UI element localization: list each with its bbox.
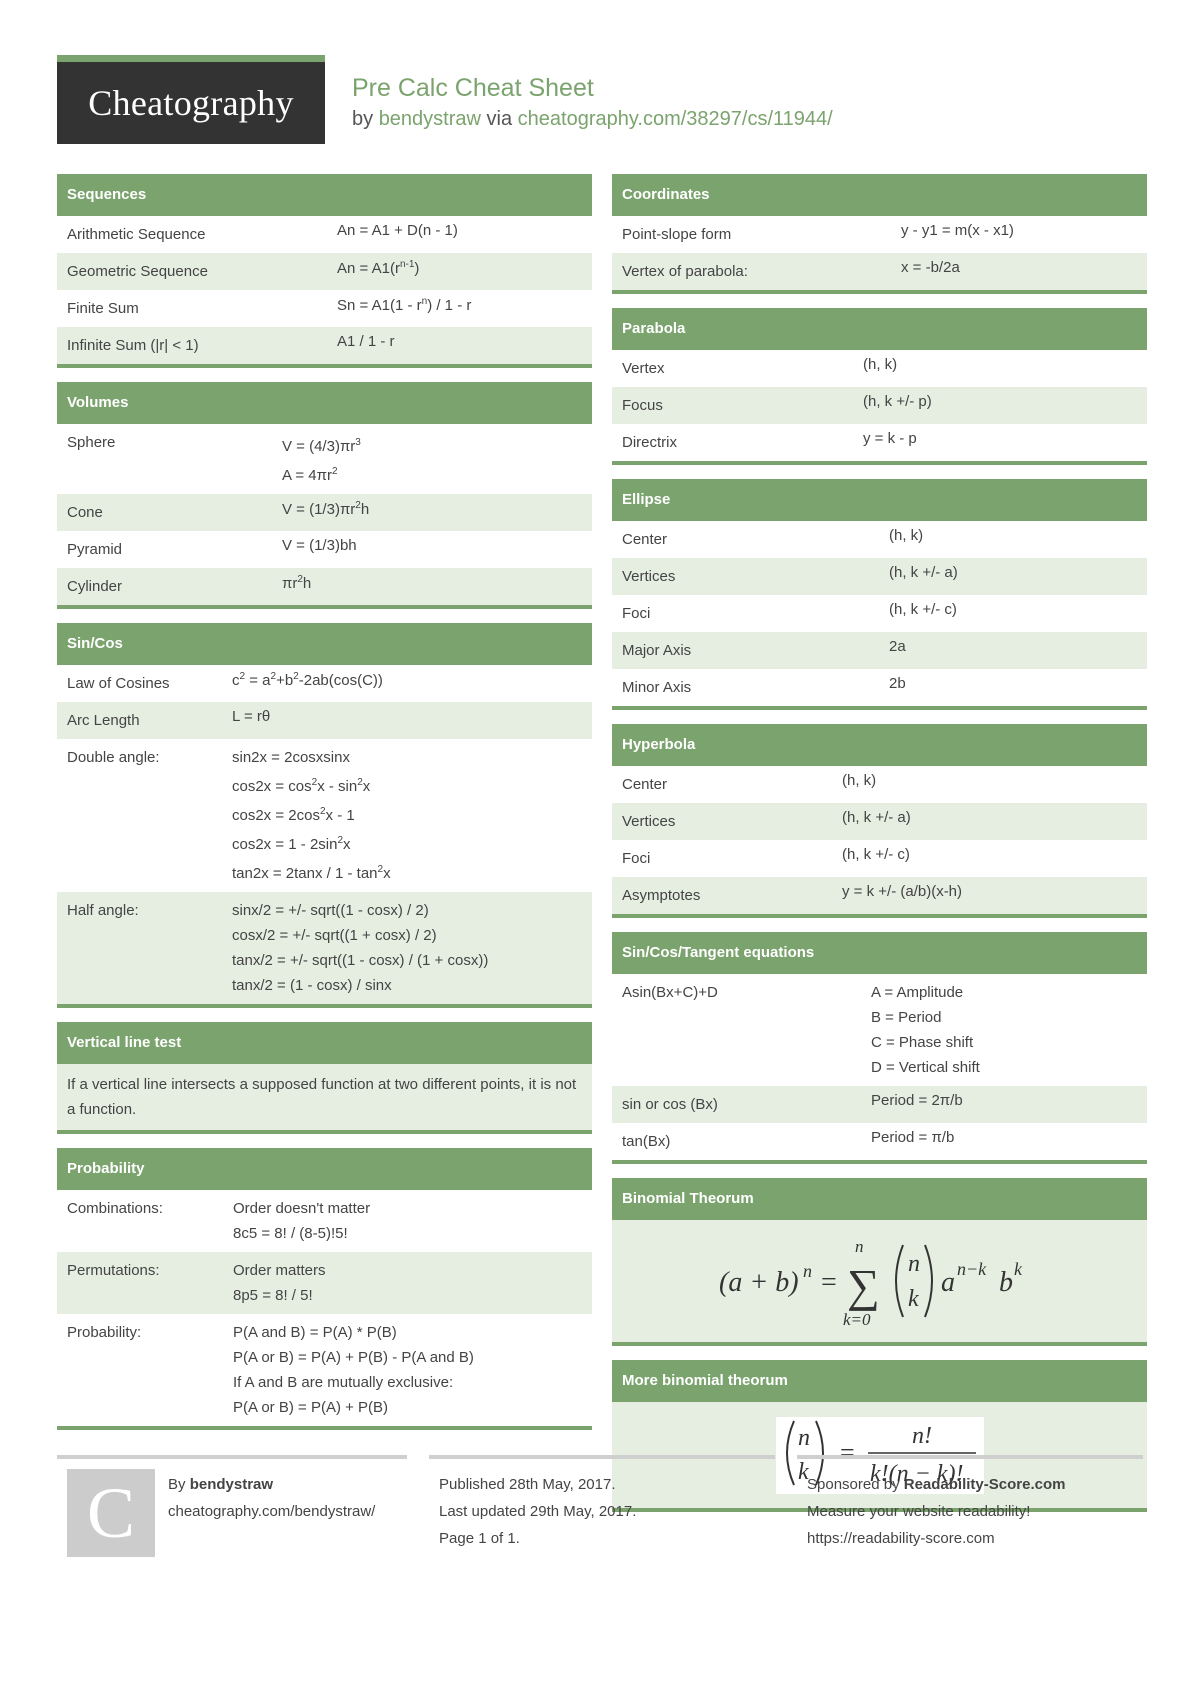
row-value: (h, k +/- p) <box>863 393 932 410</box>
row-value: V = (1/3)bh <box>282 537 357 554</box>
row-value: (h, k +/- c) <box>842 846 910 863</box>
section-title: More binomial theorum <box>612 1360 1147 1402</box>
section-title: Sequences <box>57 174 592 216</box>
row-key: Sphere <box>67 434 116 451</box>
table-row <box>57 665 592 702</box>
row-key: Geometric Sequence <box>67 263 208 280</box>
updated-date: Last updated 29th May, 2017. <box>439 1503 637 1520</box>
left-paren-icon <box>896 1245 903 1317</box>
left-column <box>57 174 592 1444</box>
section-title: Parabola <box>612 308 1147 350</box>
sponsored-by: Sponsored by <box>807 1476 900 1493</box>
binomial-formula-svg <box>715 1231 1045 1331</box>
formula-lhs: (a + b) <box>718 1267 799 1298</box>
row-key: Directrix <box>622 434 677 451</box>
footer-author <box>57 1455 407 1559</box>
section-title: Ellipse <box>612 479 1147 521</box>
formula-choose-top: n <box>907 1251 920 1277</box>
row-key: Vertex <box>622 360 665 377</box>
author-link[interactable]: bendystraw <box>378 108 481 130</box>
coef-bottom: k <box>797 1458 809 1485</box>
row-key: Half angle: <box>67 902 139 919</box>
footer-author-link[interactable]: cheatography.com/bendystraw/ <box>168 1503 376 1520</box>
right-column <box>612 174 1147 1526</box>
sheet-url-link[interactable]: cheatography.com/38297/cs/11944/ <box>517 108 833 130</box>
row-key: Asin(Bx+C)+D <box>622 984 718 1001</box>
row-value: Order matters 8p5 = 8! / 5! <box>233 1262 326 1304</box>
byline-by: by <box>352 108 374 130</box>
formula-b-exp: k <box>1013 1259 1022 1279</box>
row-value: An = A1 + D(n - 1) <box>337 222 458 239</box>
section-vertical-line-test <box>57 1022 592 1134</box>
avatar-letter: C <box>86 1472 136 1553</box>
row-value: 2b <box>889 675 906 692</box>
table-row <box>57 1190 592 1252</box>
section-sin-cos-tangent <box>612 932 1147 1164</box>
footer-author-name[interactable]: bendystraw <box>189 1476 274 1493</box>
row-value: y - y1 = m(x - x1) <box>901 222 1014 239</box>
row-key: Asymptotes <box>622 887 701 904</box>
row-value: sin2x = 2cosxsinx $\cos 2x = \cos^2x - \sin^2x$ $\cos 2x = 2\cos^2x - 1$ $\cos 2x = 1 - 2\sin^2x$ $\tan 2x = 2\tan x / 1 - \tan^2x$ <box>232 749 391 882</box>
binomial-formula <box>612 1220 1147 1342</box>
footer-author-text <box>168 1471 375 1525</box>
row-value: y = k +/- (a/b)(x-h) <box>842 883 963 900</box>
published-date: Published 28th May, 2017. <box>439 1476 616 1493</box>
formula-equals: = <box>820 1267 837 1298</box>
table-row <box>57 568 592 605</box>
row-key: Cylinder <box>67 578 123 595</box>
byline-via: via <box>486 108 513 130</box>
page-title: Pre Calc Cheat Sheet <box>352 74 594 102</box>
table-row <box>612 216 1147 253</box>
row-key: Major Axis <box>622 642 692 659</box>
formula-lhs-exp: n <box>802 1261 812 1281</box>
table-row <box>612 521 1147 558</box>
section-title: Hyperbola <box>612 724 1147 766</box>
section-hyperbola <box>612 724 1147 918</box>
row-key: Minor Axis <box>622 679 692 696</box>
table-row <box>612 387 1147 424</box>
row-value: $An = A1(r^{n-1})$ <box>337 259 420 277</box>
row-value: (h, k) <box>889 527 924 544</box>
row-key: Center <box>622 531 668 548</box>
row-value: Period = 2π/b <box>871 1092 963 1109</box>
table-row <box>612 558 1147 595</box>
byline <box>352 108 833 131</box>
row-value: L = rθ <box>232 708 271 725</box>
table-row <box>57 739 592 892</box>
page-footer <box>57 1455 1143 1570</box>
table-row <box>612 1123 1147 1160</box>
row-key: Center <box>622 776 668 793</box>
coef-top: n <box>797 1424 810 1451</box>
row-key: Arithmetic Sequence <box>67 226 206 243</box>
row-value: sinx/2 = +/- sqrt((1 - cosx) / 2) cosx/2 = +/- sqrt((1 + cosx) / 2) tanx/2 = +/- sqrt((1 - cosx) / (1 + cosx)) tanx/2 = (1 - cosx) / sinx <box>232 902 489 994</box>
section-parabola <box>612 308 1147 465</box>
row-value: (h, k +/- a) <box>842 809 911 826</box>
coef-equals: = <box>839 1437 855 1467</box>
row-key: Foci <box>622 605 651 622</box>
row-value: (h, k +/- a) <box>889 564 958 581</box>
table-row <box>612 766 1147 803</box>
row-key: Foci <box>622 850 651 867</box>
row-key: Permutations: <box>67 1262 160 1279</box>
table-row <box>57 531 592 568</box>
logo-text: Cheatography <box>88 83 294 123</box>
row-key: Vertices <box>622 813 676 830</box>
row-key: tan(Bx) <box>622 1133 671 1150</box>
sigma-icon: ∑ <box>846 1260 880 1311</box>
footer-sponsor <box>797 1455 1143 1559</box>
table-row <box>57 290 592 327</box>
sponsor-name[interactable]: Readability-Score.com <box>903 1476 1066 1493</box>
formula-b: b <box>998 1267 1013 1298</box>
row-value: Period = π/b <box>871 1129 955 1146</box>
row-key: Cone <box>67 504 103 521</box>
footer-dates <box>429 1455 775 1559</box>
row-value: $V = (1/3)\pi r^2h$ <box>282 500 370 518</box>
table-row <box>57 253 592 290</box>
row-key: Point-slope form <box>622 226 732 243</box>
formula-sum-bottom: k=0 <box>842 1310 871 1329</box>
table-row <box>612 974 1147 1086</box>
table-row <box>612 350 1147 387</box>
section-coordinates <box>612 174 1147 294</box>
table-row <box>612 253 1147 290</box>
table-row <box>57 494 592 531</box>
row-key: Arc Length <box>67 712 140 729</box>
table-row <box>57 702 592 739</box>
table-row <box>612 803 1147 840</box>
sponsor-tagline: Measure your website readability! <box>807 1503 1031 1520</box>
row-value: $c^2 = a^2+b^2-2ab(\cos(C))$ <box>232 671 383 689</box>
row-value: $Sn = A1(1 - r^n) / 1 - r$ <box>337 296 472 314</box>
table-row <box>612 1086 1147 1123</box>
author-avatar <box>67 1469 155 1557</box>
section-title: Volumes <box>57 382 592 424</box>
cheatography-logo[interactable] <box>57 55 325 144</box>
section-ellipse <box>612 479 1147 710</box>
row-key: Finite Sum <box>67 300 139 317</box>
table-row <box>57 327 592 364</box>
section-sequences <box>57 174 592 368</box>
section-title: Vertical line test <box>57 1022 592 1064</box>
section-sin-cos <box>57 623 592 1008</box>
section-title: Sin/Cos <box>57 623 592 665</box>
table-row <box>612 877 1147 914</box>
table-row <box>57 424 592 494</box>
right-paren-icon <box>925 1245 932 1317</box>
row-value: (h, k) <box>842 772 877 789</box>
row-value: Order doesn't matter 8c5 = 8! / (8-5)!5! <box>233 1200 371 1242</box>
row-value: $\pi r^2h$ <box>282 574 312 592</box>
table-row <box>57 1252 592 1314</box>
section-title: Probability <box>57 1148 592 1190</box>
section-binomial-theorum <box>612 1178 1147 1346</box>
table-row <box>612 840 1147 877</box>
section-title: Sin/Cos/Tangent equations <box>612 932 1147 974</box>
row-value: A1 / 1 - r <box>337 333 395 350</box>
row-value: x = -b/2a <box>901 259 960 276</box>
row-value: P(A and B) = P(A) * P(B) P(A or B) = P(A) + P(B) - P(A and B) If A and B are mutually exclusive: P(A or B) = P(A) + P(B) <box>233 1324 474 1416</box>
row-value: 2a <box>889 638 906 655</box>
section-volumes <box>57 382 592 609</box>
table-row <box>612 424 1147 461</box>
row-key: Vertices <box>622 568 676 585</box>
section-title: Coordinates <box>612 174 1147 216</box>
formula-a-exp: n−k <box>956 1259 986 1279</box>
table-row <box>612 595 1147 632</box>
formula-sum-top: n <box>854 1237 863 1256</box>
formula-a: a <box>940 1267 955 1298</box>
coef-denominator: k!(n − k)! <box>869 1460 963 1487</box>
formula-choose-bottom: k <box>907 1286 919 1312</box>
row-value: (h, k +/- c) <box>889 601 957 618</box>
table-row <box>612 632 1147 669</box>
page-number: Page 1 of 1. <box>439 1530 520 1547</box>
row-key: Combinations: <box>67 1200 163 1217</box>
section-probability <box>57 1148 592 1430</box>
row-key: Law of Cosines <box>67 675 170 692</box>
table-row <box>57 216 592 253</box>
row-value: y = k - p <box>863 430 917 447</box>
row-value: $V = (4/3)\pi r^3$ $A = 4\pi r^2$ <box>282 437 361 484</box>
row-key: Probability: <box>67 1324 142 1341</box>
table-row <box>612 669 1147 706</box>
row-key: Pyramid <box>67 541 123 558</box>
row-key: Infinite Sum (|r| < 1) <box>67 337 199 354</box>
coef-numerator: n! <box>911 1422 932 1449</box>
table-row <box>57 892 592 1004</box>
footer-by: By <box>168 1476 186 1493</box>
section-text: If a vertical line intersects a supposed function at two different points, it is not a function. <box>57 1064 592 1130</box>
row-key: sin or cos (Bx) <box>622 1096 718 1113</box>
section-title: Binomial Theorum <box>612 1178 1147 1220</box>
row-value: (h, k) <box>863 356 898 373</box>
sponsor-link[interactable]: https://readability-score.com <box>807 1530 995 1547</box>
row-key: Vertex of parabola: <box>622 263 748 280</box>
row-key: Double angle: <box>67 749 160 766</box>
row-key: Focus <box>622 397 663 414</box>
row-value: A = Amplitude B = Period C = Phase shift D = Vertical shift <box>871 984 980 1076</box>
table-row <box>57 1314 592 1426</box>
